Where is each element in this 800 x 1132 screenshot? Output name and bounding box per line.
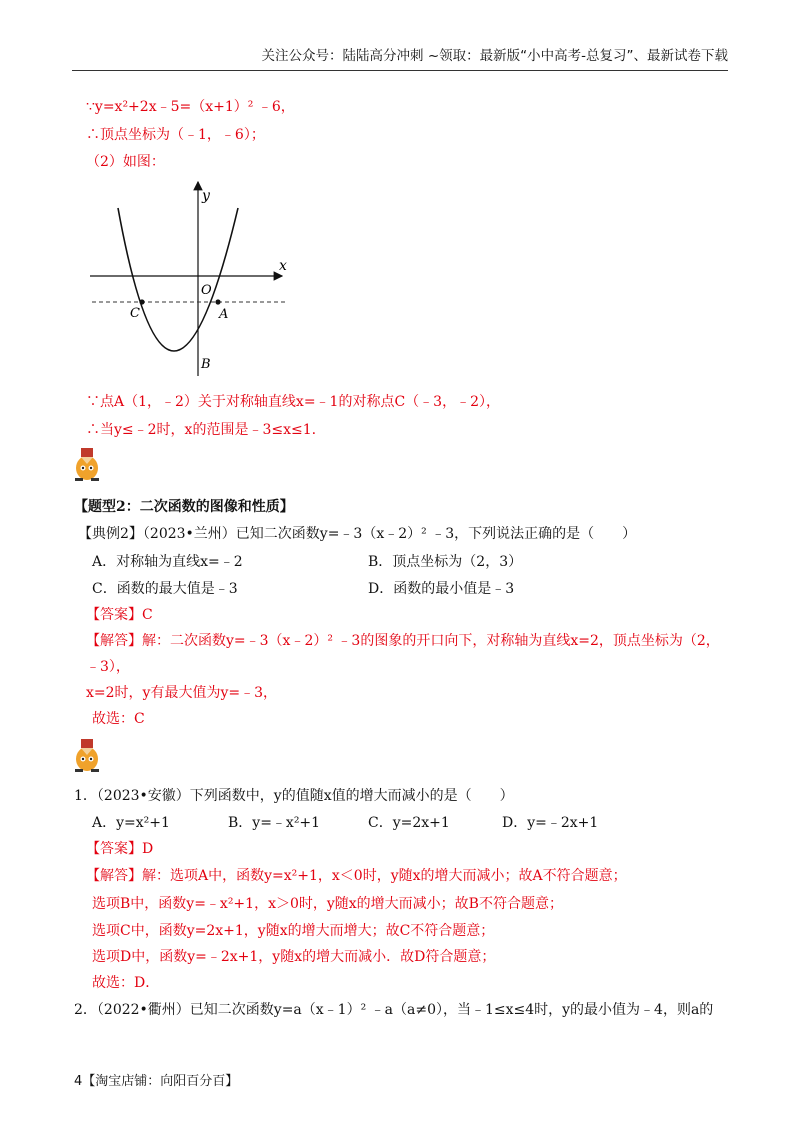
q1-option-a: A．y=x²+1	[92, 815, 170, 831]
question-1-stem: 1．（2023•安徽）下列函数中，y的值随x值的增大而减小的是（ ）	[74, 788, 514, 804]
point-c	[139, 299, 144, 304]
solution-line-4: ∵点A（1，﹣2）关于对称轴直线x=﹣1的对称点C（﹣3，﹣2），	[86, 394, 500, 410]
question-2-stem: 2．（2022•衢州）已知二次函数y=a（x﹣1）² ﹣a（a≠0），当﹣1≤x≤4时，y的最小值为﹣4，则a的	[74, 1002, 714, 1018]
q1-analysis-5: 故选：D．	[92, 975, 160, 991]
label-x: x	[279, 258, 287, 274]
q1-analysis-3: 选项C中，函数y=2x+1，y随x的增大而增大；故C不符合题意；	[92, 923, 495, 939]
label-c: C	[130, 306, 140, 321]
section-title: 【题型2：二次函数的图像和性质】	[74, 499, 294, 515]
page-footer: 4【淘宝店铺：向阳百分百】	[74, 1074, 239, 1089]
pencil-mascot-icon	[72, 737, 102, 773]
q1-analysis-1: 【解答】解：选项A中，函数y=x²+1，x＜0时，y随x的增大而减小；故A不符合题意；	[86, 868, 627, 884]
pencil-mascot-icon	[72, 446, 102, 482]
example-answer: 【答案】C	[86, 607, 153, 623]
solution-line-2: ∴顶点坐标为（﹣1，﹣6）；	[86, 127, 265, 143]
solution-line-3: （2）如图：	[86, 154, 165, 170]
label-o: O	[201, 283, 212, 298]
label-b: B	[201, 357, 211, 372]
solution-line-5: ∴当y≤﹣2时，x的范围是﹣3≤x≤1.	[86, 422, 317, 438]
example-analysis-1: 【解答】解：二次函数y=﹣3（x﹣2）² ﹣3的图象的开口向下，对称轴为直线x=2，顶点坐标为（2，	[86, 633, 720, 649]
q1-analysis-2: 选项B中，函数y=﹣x²+1，x＞0时，y随x的增大而减小；故B不符合题意；	[92, 896, 563, 912]
q1-answer: 【答案】D	[86, 841, 154, 857]
example-stem: 【典例2】（2023•兰州）已知二次函数y=﹣3（x﹣2）² ﹣3，下列说法正确的是（ ）	[78, 526, 637, 542]
option-a: A．对称轴为直线x=﹣2	[92, 554, 243, 570]
parabola-curve	[118, 208, 238, 351]
option-c: C．函数的最大值是﹣3	[92, 581, 238, 597]
q1-option-c: C．y=2x+1	[368, 815, 450, 831]
q1-option-b: B．y=﹣x²+1	[228, 815, 321, 831]
page-header: 关注公众号：陆陆高分冲刺 ~领取：最新版“小中高考-总复习”、最新试卷下载	[72, 44, 728, 71]
option-b: B．顶点坐标为（2，3）	[368, 554, 523, 570]
option-d: D．函数的最小值是﹣3	[368, 581, 515, 597]
q1-analysis-4: 选项D中，函数y=﹣2x+1，y随x的增大而减小．故D符合题意；	[92, 949, 496, 965]
example-analysis-4: 故选：C	[92, 711, 145, 727]
q1-option-d: D．y=﹣2x+1	[502, 815, 599, 831]
point-a	[215, 299, 220, 304]
label-y: y	[202, 188, 210, 204]
example-analysis-2: ﹣3），	[86, 659, 130, 675]
parabola-graph	[88, 176, 298, 386]
label-a: A	[219, 307, 229, 322]
solution-line-1: ∵y=x²+2x﹣5=（x+1）² ﹣6，	[86, 99, 295, 115]
example-analysis-3: x=2时，y有最大值为y=﹣3，	[86, 685, 277, 701]
